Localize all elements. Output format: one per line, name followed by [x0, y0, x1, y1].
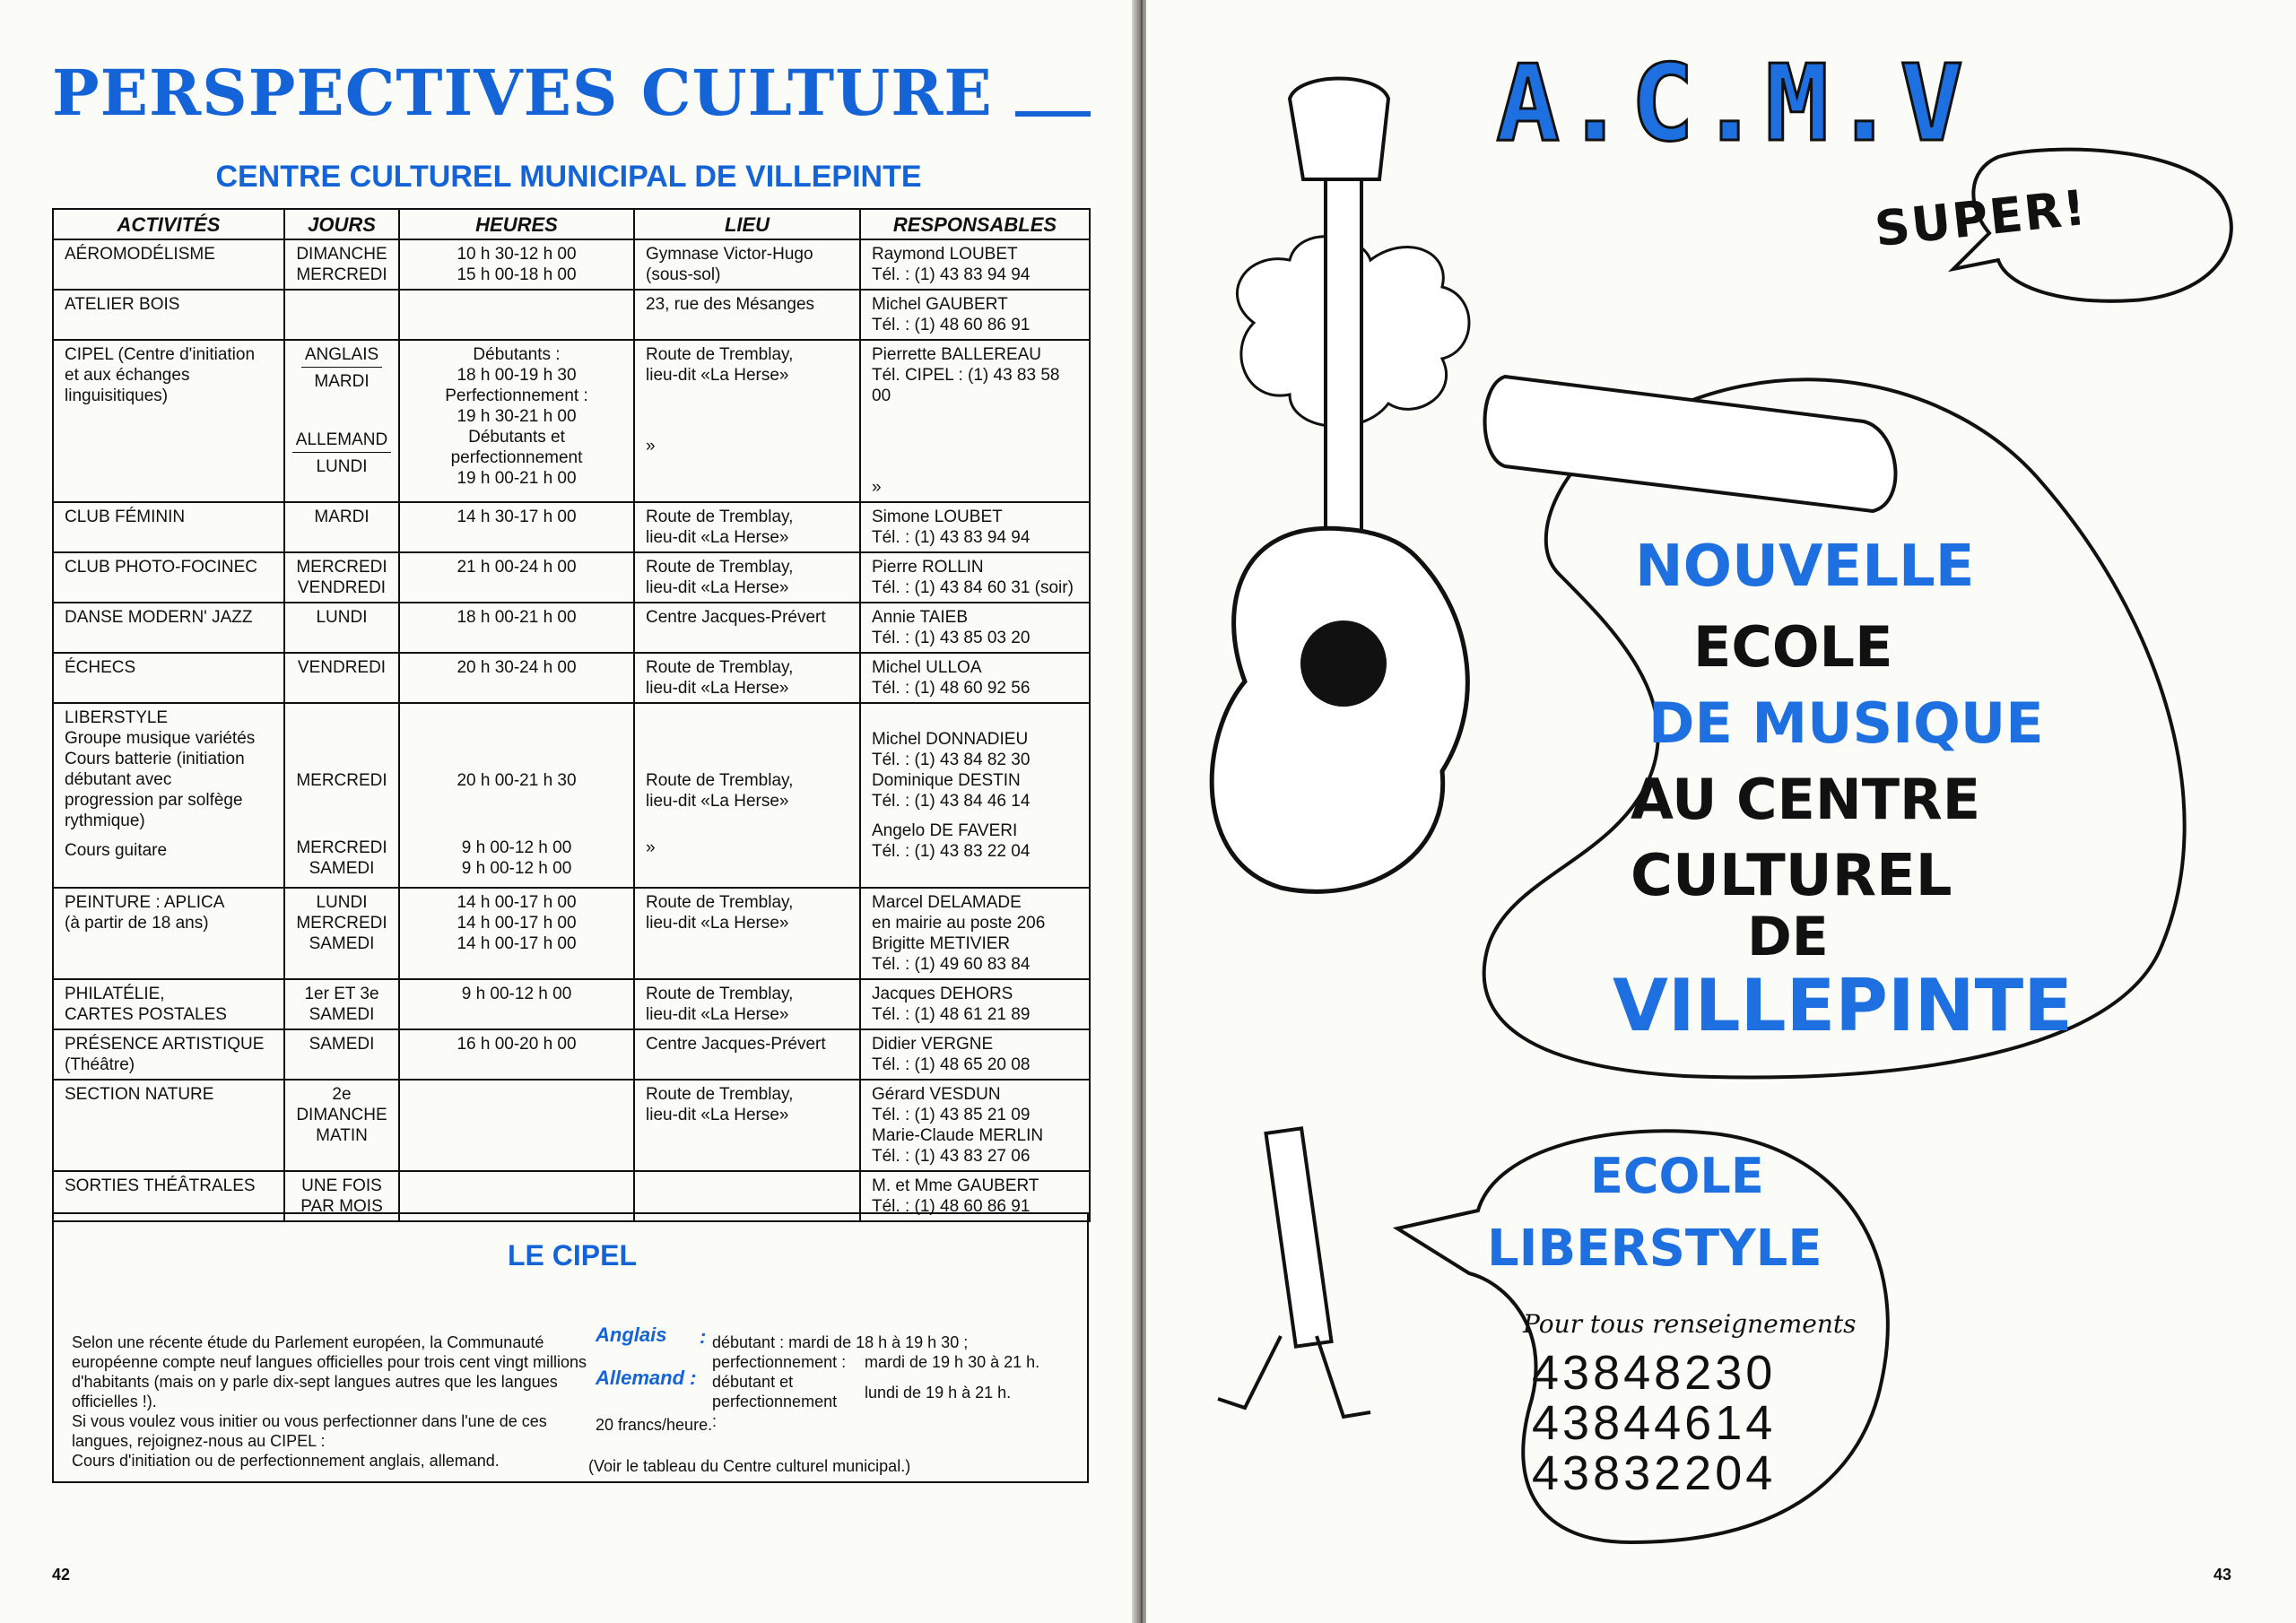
- activity-cell: PHILATÉLIE, CARTES POSTALES: [53, 979, 284, 1029]
- place-cell: Gymnase Victor-Hugo (sous-sol): [634, 239, 860, 290]
- activity-cell: PEINTURE : APLICA (à partir de 18 ans): [53, 888, 284, 979]
- info-text: Pour tous renseignements: [1523, 1309, 1857, 1339]
- activity-cell: ATELIER BOIS: [53, 290, 284, 340]
- guitar-body: [1212, 528, 1467, 891]
- left-page: [0, 0, 1137, 1623]
- column-header: LIEU: [634, 209, 860, 239]
- activity-cell: CLUB FÉMININ: [53, 502, 284, 552]
- cipel-price: 20 francs/heure.: [596, 1416, 713, 1434]
- days-cell: SAMEDI: [284, 1029, 399, 1080]
- hours-cell: 20 h 30-24 h 00: [399, 653, 634, 703]
- announcement-line: CULTUREL: [1631, 843, 1952, 909]
- activity-cell: LIBERSTYLE Groupe musique variétés Cours batterie (initiation débutant avec progression par solfège rythmique) Cours guitare: [53, 703, 284, 888]
- cipel-german-label: Allemand :: [596, 1367, 697, 1389]
- announcement-line: NOUVELLE: [1635, 534, 1975, 600]
- contact-cell: Raymond LOUBET Tél. : (1) 43 83 94 94: [860, 239, 1090, 290]
- super-text: SUPER!: [1872, 178, 2091, 258]
- table-row: [53, 552, 1090, 603]
- days-cell: LUNDI: [284, 603, 399, 653]
- cipel-german-level: débutant et perfectionnement :: [712, 1373, 838, 1430]
- days-cell: UNE FOIS PAR MOIS: [284, 1171, 399, 1221]
- liberstyle-line: ECOLE: [1590, 1148, 1764, 1204]
- hours-cell: 20 h 00-21 h 30 9 h 00-12 h 00 9 h 00-12 h 00: [399, 703, 634, 888]
- cipel-note: (Voir le tableau du Centre culturel municipal.): [588, 1457, 911, 1475]
- announcement-line: DE MUSIQUE: [1648, 690, 2044, 756]
- page-title: PERSPECTIVES CULTURE: [52, 56, 993, 130]
- guitar-head: [1290, 79, 1388, 180]
- place-cell: Centre Jacques-Prévert: [634, 1029, 860, 1080]
- place-cell: Route de Tremblay, lieu-dit «La Herse»: [634, 888, 860, 979]
- activity-cell: ÉCHECS: [53, 653, 284, 703]
- flute-legs: [1218, 1336, 1370, 1417]
- announcement-line: DE: [1747, 906, 1829, 968]
- table-row: [53, 888, 1090, 979]
- guitar-neck: [1326, 179, 1361, 556]
- contact-cell: Michel GAUBERT Tél. : (1) 48 60 86 91: [860, 290, 1090, 340]
- cipel-colon: :: [700, 1325, 707, 1348]
- days-cell: ANGLAIS MARDI ALLEMAND LUNDI: [284, 340, 399, 502]
- cipel-info-box: [52, 1212, 1089, 1483]
- place-cell: Route de Tremblay, lieu-dit «La Herse» »: [634, 340, 860, 502]
- contact-cell: Didier VERGNE Tél. : (1) 48 65 20 08: [860, 1029, 1090, 1080]
- acmv-header: A.C.M.V: [1496, 41, 1968, 165]
- days-cell: MERCREDI VENDREDI: [284, 552, 399, 603]
- days-cell: DIMANCHE MERCREDI: [284, 239, 399, 290]
- hours-cell: Débutants : 18 h 00-19 h 30 Perfectionnement : 19 h 30-21 h 00 Débutants et perfectionnement 19 h 00-21 h 00: [399, 340, 634, 502]
- hours-cell: 10 h 30-12 h 00 15 h 00-18 h 00: [399, 239, 634, 290]
- table-row: [53, 703, 1090, 888]
- days-cell: [284, 290, 399, 340]
- table-row: [53, 603, 1090, 653]
- hours-cell: 9 h 00-12 h 00: [399, 979, 634, 1029]
- hours-cell: 14 h 30-17 h 00: [399, 502, 634, 552]
- activity-cell: CIPEL (Centre d'initiation et aux échanges linguisitiques): [53, 340, 284, 502]
- contact-cell: M. et Mme GAUBERT Tél. : (1) 48 60 86 91: [860, 1171, 1090, 1221]
- days-cell: VENDREDI: [284, 653, 399, 703]
- hours-cell: 21 h 00-24 h 00: [399, 552, 634, 603]
- days-cell: MARDI: [284, 502, 399, 552]
- table-row: [53, 502, 1090, 552]
- activity-cell: SORTIES THÉÂTRALES: [53, 1171, 284, 1221]
- table-row: [53, 979, 1090, 1029]
- phone-number: 43848230: [1532, 1346, 1777, 1400]
- flute-drawing: [1265, 1128, 1331, 1346]
- activity-cell: DANSE MODERN' JAZZ: [53, 603, 284, 653]
- days-cell: LUNDI MERCREDI SAMEDI: [284, 888, 399, 979]
- table-row: [53, 239, 1090, 290]
- days-cell: 1er ET 3e SAMEDI: [284, 979, 399, 1029]
- column-header: HEURES: [399, 209, 634, 239]
- table-row: [53, 340, 1090, 502]
- place-cell: Route de Tremblay, lieu-dit «La Herse»: [634, 979, 860, 1029]
- activity-cell: CLUB PHOTO-FOCINEC: [53, 552, 284, 603]
- guitar-sound-hole: [1300, 621, 1387, 707]
- contact-cell: Simone LOUBET Tél. : (1) 43 83 94 94: [860, 502, 1090, 552]
- hours-cell: 18 h 00-21 h 00: [399, 603, 634, 653]
- liberstyle-line: LIBERSTYLE: [1487, 1219, 1822, 1278]
- contact-cell: Michel DONNADIEU Tél. : (1) 43 84 82 30 Dominique DESTIN Tél. : (1) 43 84 46 14 Angelo DE FAVERI Tél. : (1) 43 83 22 04: [860, 703, 1090, 888]
- contact-cell: Marcel DELAMADE en mairie au poste 206 Brigitte METIVIER Tél. : (1) 49 60 83 84: [860, 888, 1090, 979]
- contact-cell: Pierrette BALLEREAU Tél. CIPEL : (1) 43 83 58 00 »: [860, 340, 1090, 502]
- page-subtitle: CENTRE CULTUREL MUNICIPAL DE VILLEPINTE: [215, 160, 922, 194]
- cipel-advanced-label: perfectionnement :: [712, 1353, 847, 1371]
- right-page: [1146, 0, 2296, 1623]
- table-header-row: [53, 209, 1090, 239]
- activity-cell: PRÉSENCE ARTISTIQUE (Théâtre): [53, 1029, 284, 1080]
- table-row: [53, 1029, 1090, 1080]
- activities-table: [52, 208, 1091, 1222]
- cipel-description: Selon une récente étude du Parlement européen, la Communauté européenne compte neuf langues officielles pour trois cent vingt millions d'habitants (mais on y parle dix-sept langues autres que les langues officielles !). Si vous voulez vous initier ou vous perfectionner dans l'une de ces langues, rejoignez-nous au CIPEL : Cours d'initiation ou de perfectionnement anglais, allemand.: [72, 1333, 587, 1470]
- contact-cell: Michel ULLOA Tél. : (1) 48 60 92 56: [860, 653, 1090, 703]
- contact-cell: Jacques DEHORS Tél. : (1) 48 61 21 89: [860, 979, 1090, 1029]
- place-cell: 23, rue des Mésanges: [634, 290, 860, 340]
- hours-cell: 14 h 00-17 h 00 14 h 00-17 h 00 14 h 00-17 h 00: [399, 888, 634, 979]
- place-cell: Route de Tremblay, lieu-dit «La Herse»: [634, 653, 860, 703]
- table-row: [53, 653, 1090, 703]
- activity-cell: SECTION NATURE: [53, 1080, 284, 1171]
- page-number: 43: [2213, 1566, 2232, 1584]
- announcement-line: ECOLE: [1693, 614, 1893, 680]
- place-cell: Route de Tremblay, lieu-dit «La Herse»: [634, 552, 860, 603]
- log-drawing: [1485, 377, 1896, 511]
- hours-cell: [399, 1080, 634, 1171]
- place-cell: Route de Tremblay, lieu-dit «La Herse»: [634, 502, 860, 552]
- hours-cell: 16 h 00-20 h 00: [399, 1029, 634, 1080]
- column-header: RESPONSABLES: [860, 209, 1090, 239]
- cipel-beginner: débutant : mardi de 18 h à 19 h 30 ;: [712, 1333, 969, 1351]
- table-row: [53, 290, 1090, 340]
- activity-cell: AÉROMODÉLISME: [53, 239, 284, 290]
- cipel-german-hours: lundi de 19 h à 21 h.: [865, 1384, 1012, 1402]
- cipel-english-label: Anglais: [596, 1324, 667, 1346]
- column-header: JOURS: [284, 209, 399, 239]
- page-number: 42: [52, 1566, 71, 1584]
- title-underline: [1015, 111, 1091, 117]
- contact-cell: Gérard VESDUN Tél. : (1) 43 85 21 09 Marie-Claude MERLIN Tél. : (1) 43 83 27 06: [860, 1080, 1090, 1171]
- announcement-line: AU CENTRE: [1631, 767, 1981, 832]
- place-cell: Route de Tremblay, lieu-dit «La Herse» »: [634, 703, 860, 888]
- place-cell: Route de Tremblay, lieu-dit «La Herse»: [634, 1080, 860, 1171]
- days-cell: 2e DIMANCHE MATIN: [284, 1080, 399, 1171]
- hours-cell: [399, 290, 634, 340]
- column-header: ACTIVITÉS: [53, 209, 284, 239]
- cipel-title: LE CIPEL: [507, 1239, 637, 1271]
- cipel-advanced-hours: mardi de 19 h 30 à 21 h.: [865, 1353, 1040, 1371]
- table-row: [53, 1080, 1090, 1171]
- phone-number: 43844614: [1532, 1396, 1777, 1450]
- announcement-line: VILLEPINTE: [1613, 964, 2073, 1047]
- phone-number: 43832204: [1532, 1446, 1777, 1500]
- place-cell: Centre Jacques-Prévert: [634, 603, 860, 653]
- days-cell: MERCREDI MERCREDI SAMEDI: [284, 703, 399, 888]
- contact-cell: Pierre ROLLIN Tél. : (1) 43 84 60 31 (soir): [860, 552, 1090, 603]
- contact-cell: Annie TAIEB Tél. : (1) 43 85 03 20: [860, 603, 1090, 653]
